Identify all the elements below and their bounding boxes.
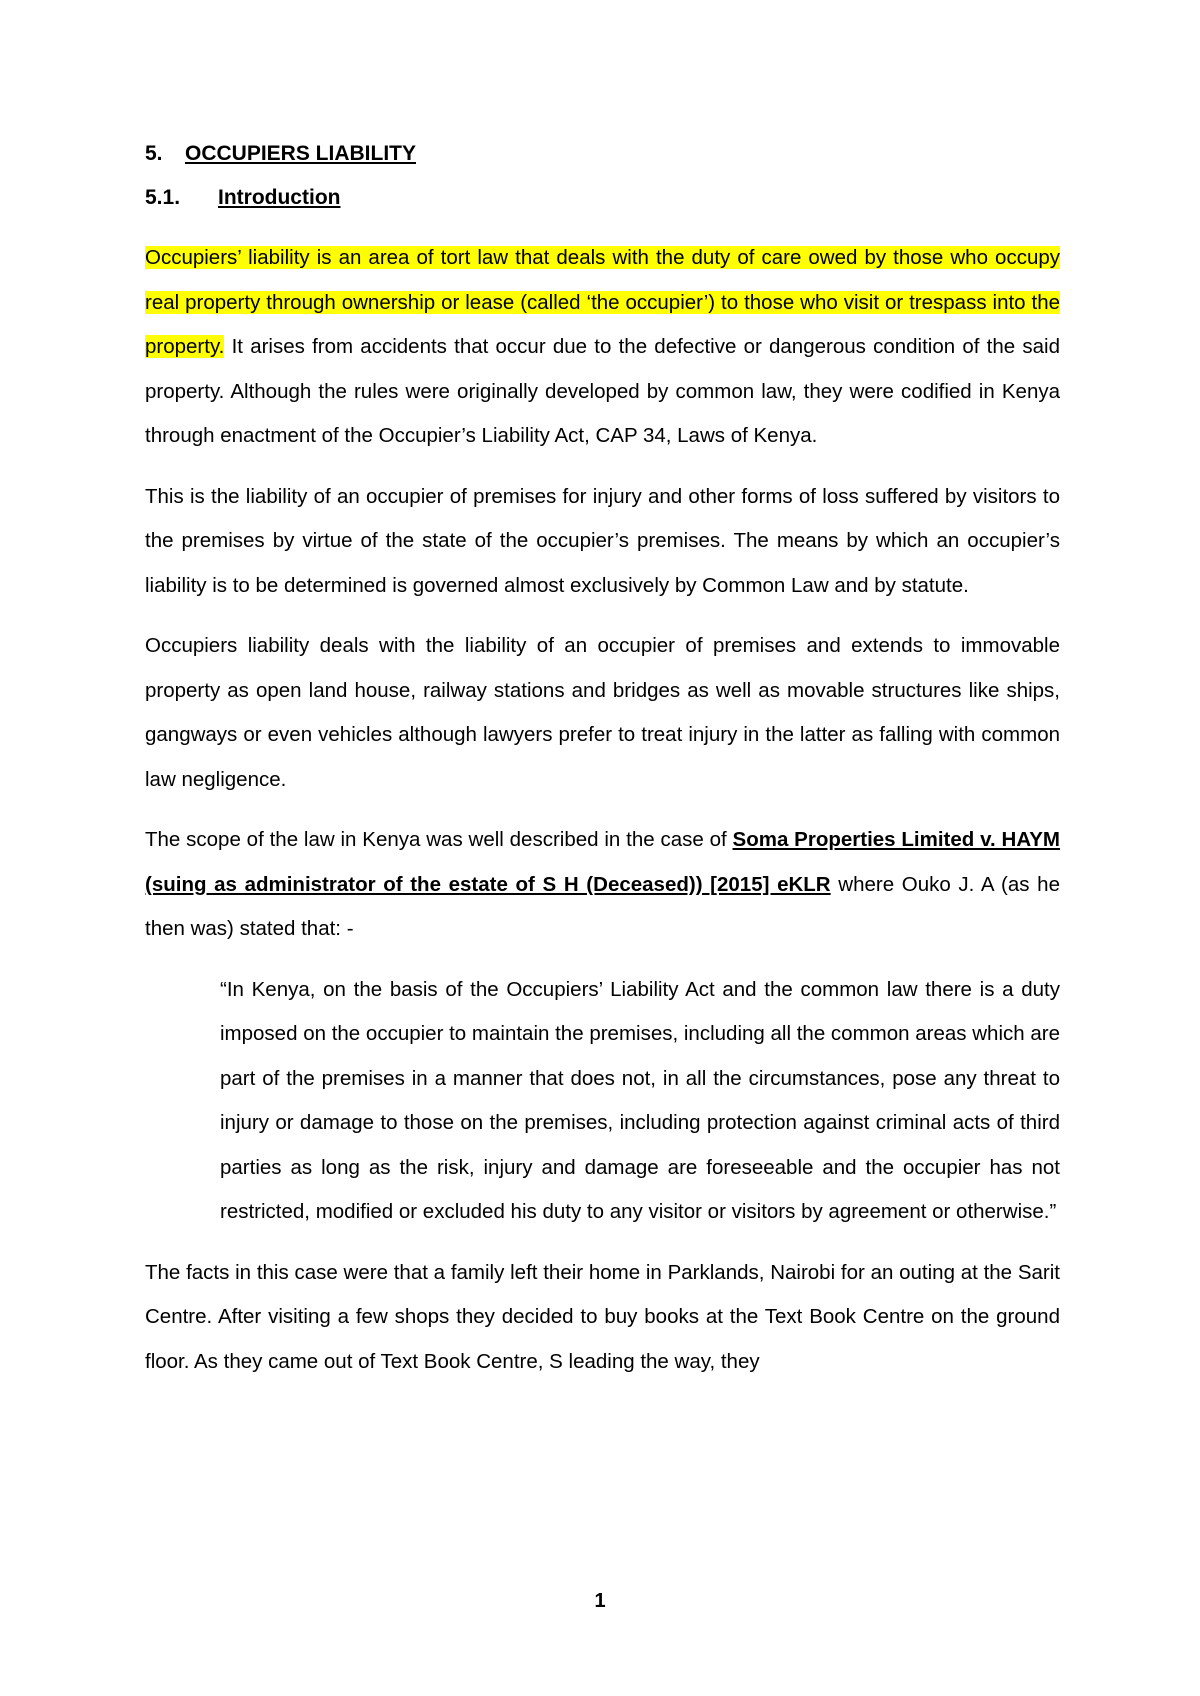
subsection-number: 5.1. (145, 186, 181, 209)
paragraph-text: It arises from accidents that occur due to the defective or dangerous condition of the said property. Although the rules were originally developed by common law, they were codified in Kenya through enactment of the Occupier’s Liability Act, CAP 34, Laws of Kenya. (145, 335, 1060, 447)
subsection-heading (145, 184, 1060, 212)
section-title: OCCUPIERS LIABILITY (185, 142, 417, 165)
case-citation: Soma Properties Limited v. HAYM (suing as administrator of the estate of S H (Deceased)) [2015] eKLR (145, 828, 1060, 896)
subsection-title: Introduction (218, 186, 341, 209)
page-number: 1 (594, 1590, 606, 1612)
section-number: 5. (145, 142, 163, 165)
section-heading (145, 140, 1060, 168)
highlighted-text: Occupiers’ liability is an area of tort law that deals with the duty of care owed by those who occupy real property through ownership or lease (called ‘the occupier’) to those who visit or trespass into the property. (145, 246, 1060, 358)
document-body (145, 140, 1060, 1400)
paragraph-scope-property: Occupiers liability deals with the liability of an occupier of premises and extends to immovable property as open land house, railway stations and bridges as well as movable structures like ships, gangways or even vehicles although lawyers prefer to treat injury in the latter as falling with common law negligence. (145, 634, 1060, 791)
paragraph-liability: This is the liability of an occupier of premises for injury and other forms of loss suffered by visitors to the premises by virtue of the state of the occupier’s premises. The means by which an occupier’s liability is to be determined is governed almost exclusively by Common Law and by statute. (145, 484, 1060, 597)
paragraph-facts: The facts in this case were that a family left their home in Parklands, Nairobi for an outing at the Sarit Centre. After visiting a few shops they decided to buy books at the Text Book Centre on the ground floor. As they came out of Text Book Centre, S leading the way, they (145, 1260, 1060, 1373)
paragraph-case-intro (145, 818, 1060, 952)
paragraph-definition (145, 236, 1060, 459)
paragraph-text: The scope of the law in Kenya was well described in the case of (145, 828, 733, 851)
block-quote: “In Kenya, on the basis of the Occupiers’ Liability Act and the common law there is a duty imposed on the occupier to maintain the premises, including all the common areas which are part of the premises in a manner that does not, in all the circumstances, pose any threat to injury or damage to those on the premises, including protection against criminal acts of third parties as long as the risk, injury and damage are foreseeable and the occupier has not restricted, modified or excluded his duty to any visitor or visitors by agreement or otherwise.” (220, 977, 1060, 1223)
paragraph-text: where Ouko J. A (as he then was) stated that: - (145, 872, 1060, 940)
